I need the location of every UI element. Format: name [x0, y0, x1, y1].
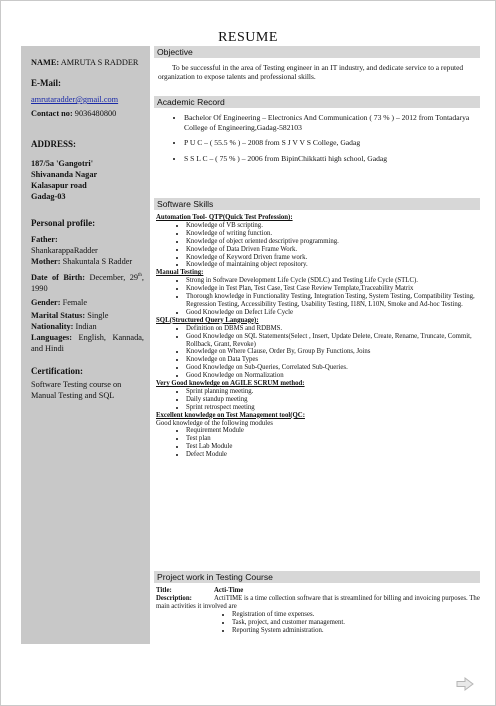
- sql-heading: SQL(Structured Query Language):: [156, 316, 259, 324]
- objective-text: To be successful in the area of Testing engineer in an IT industry, and dedicate service to a reputed organization to expose talents and professional skills.: [158, 63, 464, 81]
- mother-value: Shakuntala S Radder: [62, 257, 133, 266]
- list-item: • Thorough knowledge in Functionality Testing, Integration Testing, System Testing, Compatibility Testing, Regression Testing, Accessibility Testing, Usability Testing, I18N, L10N, Smoke and Ad-hoc Testing.: [186, 293, 480, 309]
- list-item: • Knowledge of writing function.: [186, 230, 480, 238]
- contact-block: [31, 108, 144, 119]
- address-line: 187/5a 'Gangotri': [31, 159, 93, 168]
- list-item: • Test Lab Module: [186, 443, 480, 451]
- cert-heading: Certification:: [31, 365, 83, 376]
- sql-list: [156, 325, 480, 380]
- qc-list: [156, 427, 480, 459]
- marital-label: Marital Status:: [31, 310, 86, 320]
- list-item: • Knowledge in Test Plan, Test Case, Test Case Review Template,Traceability Matrix: [186, 285, 480, 293]
- address-line: Gadag-03: [31, 192, 66, 201]
- languages-label: Languages:: [31, 332, 73, 342]
- skills-heading: Software Skills: [154, 198, 480, 210]
- profile-block: [31, 218, 144, 354]
- address-line: Shivananda Nagar: [31, 170, 98, 179]
- address-line: Kalasapur road: [31, 181, 87, 190]
- father-value: ShankarappaRadder: [31, 246, 98, 255]
- list-item: • Bachelor Of Engineering – Electronics And Communication ( 73 % ) – 2012 from Tontadarya College of Engineering,Gadag-582103: [184, 113, 480, 132]
- contact-value: 9036480800: [74, 109, 117, 118]
- qc-intro: Good knowledge of the following modules: [156, 419, 273, 427]
- list-item: • Knowledge on Where Clause, Order By, Group By Functions, Joins: [186, 348, 480, 356]
- certification-block: [31, 366, 144, 401]
- list-item: • Good Knowledge on SQL Statements(Select , Insert, Update Delete, Create, Rename, Truncate, Commit, Rollback, Grant, Revoke): [186, 333, 480, 349]
- list-item: • Knowledge of Data Driven Frame Work.: [186, 246, 480, 254]
- mother-label: Mother:: [31, 257, 61, 266]
- list-item: • Requirement Module: [186, 427, 480, 435]
- list-item: • Strong in Software Development Life Cycle (SDLC) and Testing Life Cycle (STLC).: [186, 277, 480, 285]
- father-label: Father:: [31, 235, 58, 244]
- dob-value-post: , 1990: [31, 272, 144, 293]
- list-item: • Definition on DBMS and RDBMS.: [186, 325, 480, 333]
- address-label: ADDRESS:: [31, 139, 77, 149]
- automation-list: [156, 222, 480, 269]
- nationality-value: Indian: [75, 321, 97, 331]
- list-item: • Defect Module: [186, 451, 480, 459]
- languages-value: English, Kannada, and Hindi: [31, 332, 145, 353]
- name-value: AMRUTA S RADDER: [60, 58, 139, 67]
- project-desc-label: Description:: [156, 595, 192, 602]
- nationality-label: Nationality:: [31, 321, 74, 331]
- list-item: • Knowledge of VB scripting.: [186, 222, 480, 230]
- manual-heading: Manual Testing:: [156, 269, 204, 277]
- cert-value: Software Testing course on Manual Testing and SQL: [31, 379, 122, 400]
- list-item: • P U C – ( 55.5 % ) – 2008 from S J V V S College, Gadag: [184, 138, 480, 148]
- agile-heading: Very Good knowledge on AGILE SCRUM method:: [156, 380, 305, 388]
- address-block: [31, 139, 144, 202]
- list-item: • Daily standup meeting: [186, 396, 480, 404]
- email-link[interactable]: amrutaradder@gmail.com: [31, 95, 119, 104]
- contact-label: Contact no:: [31, 109, 73, 118]
- list-item: • Sprint retrospect meeting: [186, 404, 480, 412]
- list-item: • Task, project, and customer management.: [232, 619, 480, 627]
- list-item: • Good Knowledge on Defect Life Cycle: [186, 309, 480, 317]
- main-content: [154, 46, 480, 635]
- agile-list: [156, 388, 480, 412]
- academic-heading: Academic Record: [154, 96, 480, 108]
- list-item: • Knowledge of maintaining object repository.: [186, 261, 480, 269]
- gender-label: Gender:: [31, 297, 61, 307]
- project-desc: [156, 595, 480, 611]
- objective-heading: Objective: [154, 46, 480, 58]
- project-title-value: Acti-Time: [214, 587, 244, 594]
- dob-sup: th: [138, 273, 142, 278]
- list-item: • Good Knowledge on Sub-Queries, Correlated Sub-Queries.: [186, 364, 480, 372]
- list-item: • Knowledge on Data Types: [186, 356, 480, 364]
- profile-heading: Personal profile:: [31, 218, 96, 228]
- project-title-label: Title:: [156, 587, 172, 594]
- marital-value: Single: [87, 310, 109, 320]
- manual-list: [156, 277, 480, 317]
- list-item: • Registration of time expenses.: [232, 611, 480, 619]
- dob-label: Date of Birth:: [31, 272, 86, 282]
- list-item: • Knowledge of object oriented descriptive programming.: [186, 238, 480, 246]
- list-item: • Knowledge of Keyword Driven frame work.: [186, 254, 480, 262]
- project-body: [154, 583, 480, 635]
- name-label: NAME:: [31, 58, 60, 67]
- list-item: • S S L C – ( 75 % ) – 2006 from BipinChikkatti high school, Gadag: [184, 154, 480, 164]
- gender-value: Female: [62, 297, 87, 307]
- email-block: [31, 78, 144, 105]
- project-list: [156, 611, 480, 635]
- project-title-row: [156, 587, 480, 595]
- project-heading: Project work in Testing Course: [154, 571, 480, 583]
- name-block: [31, 57, 144, 68]
- list-item: • Sprint planning meeting.: [186, 388, 480, 396]
- resume-title: RESUME: [218, 30, 278, 45]
- skills-body: [154, 210, 480, 571]
- list-item: • Reporting System administration.: [232, 627, 480, 635]
- sidebar: [21, 46, 150, 644]
- automation-heading: Automation Tool- QTP(Quick Test Profession):: [156, 214, 293, 221]
- academic-list: [154, 108, 480, 198]
- email-label: E-Mail:: [31, 78, 61, 88]
- list-item: • Good Knowledge on Normalization: [186, 372, 480, 380]
- qc-heading: Excellent knowledge on Test Management tool(QC:: [156, 411, 305, 419]
- next-arrow-icon[interactable]: [456, 677, 474, 691]
- list-item: • Test plan: [186, 435, 480, 443]
- dob-value-pre: December, 29: [89, 272, 139, 282]
- project-desc-value: ActiTIME is a time collection software that is streamlined for billing and invoicing purposes. The main activities it involved are: [156, 595, 480, 610]
